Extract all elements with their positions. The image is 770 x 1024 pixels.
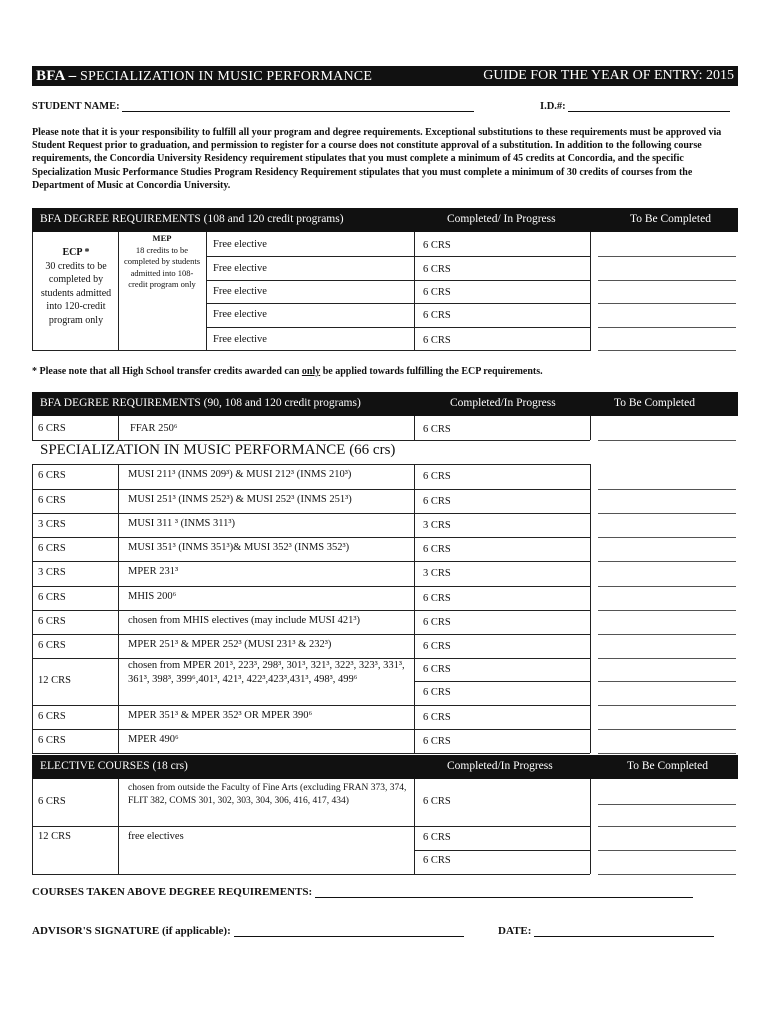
table1-row-2-crs: 6 CRS [423,264,451,275]
spec-row-course: MPER 351³ & MPER 352³ OR MPER 390⁶ [128,710,313,721]
spec-row-course: MUSI 251³ (INMS 252³) & MUSI 252³ (INMS 251³) [128,494,352,505]
spec-row-course: MPER 231³ [128,566,179,577]
table2-left-border [32,416,33,440]
spec-right-border [590,729,591,753]
date-field[interactable] [534,926,714,937]
outside-electives-course: chosen from outside the Faculty of Fine Arts (excluding FRAN 373, 374, FLIT 382, COMS 301, 302, 303, 304, 306, 416, 417, 434) [128,783,407,806]
spec-left-border [32,729,33,753]
spec-left-border [32,634,33,658]
spec-row-line [32,537,590,538]
to-be-completed-line[interactable] [598,874,736,875]
spec-divider [118,513,119,537]
spec-divider [118,729,119,753]
electives-right-border [590,779,591,874]
to-be-completed-line[interactable] [598,280,736,281]
electives-to-be-completed-header: To Be Completed [627,760,708,772]
advisor-signature-field[interactable] [234,926,464,937]
spec-divider [414,729,415,753]
spec-row-credits: 6 CRS [38,616,66,627]
free-electives-crs-1: 6 CRS [423,832,451,843]
to-be-completed-line[interactable] [598,658,736,659]
electives-row-line [414,850,590,851]
spec-divider [414,464,415,489]
spec-row-credits: 6 CRS [38,592,66,603]
spec-row-credits: 3 CRS [38,519,66,530]
spec-divider [118,658,119,705]
spec-row-crs: 6 CRS [423,712,451,723]
ffar-crs: 6 CRS [423,424,451,435]
free-electives-course: free electives [128,831,184,842]
spec-right-border [590,561,591,586]
to-be-completed-line[interactable] [598,826,736,827]
spec-row-crs: 6 CRS [423,496,451,507]
outside-electives-crs: 6 CRS [423,796,451,807]
spec-right-border [590,705,591,729]
id-row [540,101,730,112]
spec-divider [118,489,119,513]
table1-completed-header: Completed/ In Progress [447,213,556,225]
to-be-completed-line[interactable] [598,610,736,611]
spec-row-line [32,586,590,587]
outside-electives-credits: 6 CRS [38,796,66,807]
spec-right-border [590,537,591,561]
table2-completed-header: Completed/In Progress [450,397,556,409]
spec-row-course: MPER 490⁶ [128,734,179,745]
entry-year-guide: GUIDE FOR THE YEAR OF ENTRY: 2015 [483,68,734,83]
spec-row-line [32,561,590,562]
student-name-label: STUDENT NAME: [32,101,120,112]
table1-bottom-border [32,350,590,351]
table2-to-be-completed-header: To Be Completed [614,397,695,409]
spec-right-border [590,489,591,513]
advisor-signature-label: ADVISOR'S SIGNATURE (if applicable): [32,925,231,937]
spec-row-credits: 6 CRS [38,543,66,554]
id-label: I.D.#: [540,101,566,112]
spec-row-crs: 3 CRS [423,568,451,579]
spec-divider [414,634,415,658]
program-title [36,68,372,85]
spec-row-credits: 6 CRS [38,495,66,506]
to-be-completed-line[interactable] [598,586,736,587]
to-be-completed-line[interactable] [598,681,736,682]
responsibility-notice: Please note that it is your responsibility to fulfill all your program and degree requirements. Exceptional substitutions to these requirements must be approved via Student Request prior to graduation, and permission to register for a course does not constitute approval of a substitution. In addition to the following course requirements, the Concordia University Residency requirement stipulates that you must complete a minimum of 45 credits at Concordia, and the specific Specialization Music Performance Studies Program Residency Requirement stipulates that you must complete a minimum of 30 credits of courses from the Department of Music at Concordia University. [32,127,722,191]
ecp-title: ECP * [62,247,90,258]
electives-completed-header: Completed/In Progress [447,760,553,772]
spec-divider [414,513,415,537]
spec-row-line [32,753,590,754]
title-bar [32,66,738,86]
spec-sub-line [414,681,590,682]
spec-row-crs: 6 CRS [423,471,451,482]
electives-divider [118,779,119,826]
spec-row-credits: 6 CRS [38,640,66,651]
spec-divider [414,586,415,610]
hs-note-pre: * Please note that all High School transfer credits awarded can [32,366,302,377]
to-be-completed-line[interactable] [598,489,736,490]
to-be-completed-line[interactable] [598,440,736,441]
spec-top-border [32,464,590,465]
spec-row-line [32,489,590,490]
spec-divider [414,489,415,513]
to-be-completed-line[interactable] [598,303,736,304]
spec-row-course: MUSI 351³ (INMS 351³)& MUSI 352³ (INMS 352³) [128,542,350,553]
mep-block [122,233,202,291]
to-be-completed-line[interactable] [598,850,736,851]
table1-row-5-course: Free elective [213,334,267,345]
ecp-description: 30 credits to be completed by students admitted into 120-credit program only [40,260,112,326]
table2-bottom-border [32,440,590,441]
spec-row-crs: 6 CRS [423,544,451,555]
table1-divider-1 [118,232,119,351]
program-prefix: BFA – [36,67,77,84]
spec-right-border [590,610,591,634]
to-be-completed-line[interactable] [598,327,736,328]
to-be-completed-line[interactable] [598,350,736,351]
table2-divider [414,416,415,440]
spec-row-course: chosen from MPER 201³, 223³, 298³, 301³, 321³, 322³, 323³, 331³, 361³, 398³, 399⁶,401³, 421³, 422³,423³,431³, 498³, 499⁶ [128,660,405,685]
spec-row-course: MUSI 311 ³ (INMS 311³) [128,518,236,529]
elective-courses-header [32,755,738,779]
student-name-field[interactable] [122,101,474,112]
table1-row-4-crs: 6 CRS [423,310,451,321]
to-be-completed-line[interactable] [598,513,736,514]
mep-title: MEP [152,233,172,243]
table1-row-5-crs: 6 CRS [423,335,451,346]
hs-note-post: be applied towards fulfilling the ECP requirements. [320,366,543,377]
advisor-row [32,925,464,937]
hs-note-only: only [301,366,321,377]
to-be-completed-line[interactable] [598,729,736,730]
spec-divider [118,586,119,610]
table1-row-line [206,327,590,328]
spec-row-crs: 6 CRS [423,664,451,675]
spec-row-line [32,729,590,730]
spec-row-course: MUSI 211³ (INMS 209³) & MUSI 212³ (INMS 210³) [128,469,352,480]
spec-left-border [32,537,33,561]
spec-divider [414,537,415,561]
spec-left-border [32,658,33,705]
spec-divider [118,610,119,634]
spec-row-crs: 6 CRS [423,641,451,652]
spec-row-line [32,634,590,635]
id-field[interactable] [568,101,730,112]
spec-left-border [32,610,33,634]
to-be-completed-line[interactable] [598,634,736,635]
free-electives-credits: 12 CRS [38,831,71,842]
spec-right-border [590,513,591,537]
to-be-completed-line[interactable] [598,705,736,706]
to-be-completed-line[interactable] [598,804,736,805]
table2-divider [118,416,119,440]
spec-row-crs: 6 CRS [423,736,451,747]
spec-left-border [32,586,33,610]
mep-description: 18 credits to be completed by students admitted into 108-credit program only [123,244,200,289]
specialization-title: SPECIALIZATION IN MUSIC PERFORMANCE (66 crs) [40,442,396,458]
spec-divider [118,537,119,561]
table1-to-be-completed-header: To Be Completed [630,213,711,225]
table2-title: BFA DEGREE REQUIREMENTS (90, 108 and 120 credit programs) [40,397,361,409]
degree-requirements-header [32,208,738,232]
table1-divider-3 [414,232,415,351]
spec-left-border [32,513,33,537]
spec-row-crs: 3 CRS [423,520,451,531]
electives-divider [118,826,119,874]
courses-above-label: COURSES TAKEN ABOVE DEGREE REQUIREMENTS: [32,886,313,898]
table1-row-1-course: Free elective [213,239,267,250]
spec-row-course: chosen from MHIS electives (may include MUSI 421³) [128,615,361,626]
spec-divider [118,561,119,586]
table1-row-4-course: Free elective [213,309,267,320]
table1-row-1-crs: 6 CRS [423,240,451,251]
high-school-note [32,366,543,377]
spec-row-crs: 6 CRS [423,593,451,604]
spec-left-border [32,705,33,729]
table1-row-2-course: Free elective [213,263,267,274]
spec-row-crs: 6 CRS [423,617,451,628]
ffar-credits: 6 CRS [38,423,66,434]
spec-right-border [590,658,591,705]
to-be-completed-line[interactable] [598,753,736,754]
electives-row-line [32,826,590,827]
spec-row-crs: 6 CRS [423,687,451,698]
spec-left-border [32,489,33,513]
spec-left-border [32,464,33,489]
spec-right-border [590,634,591,658]
table1-title: BFA DEGREE REQUIREMENTS (108 and 120 credit programs) [40,213,344,225]
spec-row-credits: 6 CRS [38,711,66,722]
table1-divider-2 [206,232,207,351]
courses-above-row [32,886,693,898]
to-be-completed-line[interactable] [598,256,736,257]
spec-row-line [32,705,590,706]
spec-divider [414,705,415,729]
program-name: SPECIALIZATION IN MUSIC PERFORMANCE [80,68,373,84]
table1-row-3-crs: 6 CRS [423,287,451,298]
spec-row-credits: 6 CRS [38,735,66,746]
table1-row-line [206,280,590,281]
student-name-row [32,101,474,112]
spec-row-line [32,513,590,514]
electives-bottom-border [32,874,590,875]
ffar-course: FFAR 250⁶ [130,423,178,434]
table2-right-border [590,416,591,440]
table1-row-3-course: Free elective [213,286,267,297]
spec-row-credits: 12 CRS [38,675,71,686]
table1-row-line [206,256,590,257]
table1-right-border [590,232,591,351]
to-be-completed-line[interactable] [598,537,736,538]
spec-row-line [32,610,590,611]
electives-title: ELECTIVE COURSES (18 crs) [40,760,188,772]
spec-row-credits: 3 CRS [38,567,66,578]
spec-divider [118,464,119,489]
spec-left-border [32,561,33,586]
table1-left-border [32,232,33,351]
table1-row-line [206,303,590,304]
spec-divider [118,705,119,729]
spec-row-credits: 6 CRS [38,470,66,481]
spec-divider [414,610,415,634]
spec-row-course: MHIS 200⁶ [128,591,177,602]
spec-divider [118,634,119,658]
spec-row-course: MPER 251³ & MPER 252³ (MUSI 231³ & 232³) [128,639,332,650]
spec-right-border [590,464,591,489]
to-be-completed-line[interactable] [598,561,736,562]
ecp-block [38,246,114,327]
courses-above-field[interactable] [315,887,693,898]
spec-divider [414,561,415,586]
date-row [498,925,714,937]
spec-right-border [590,586,591,610]
free-electives-crs-2: 6 CRS [423,855,451,866]
date-label: DATE: [498,925,532,937]
degree-requirements-header-2 [32,392,738,416]
